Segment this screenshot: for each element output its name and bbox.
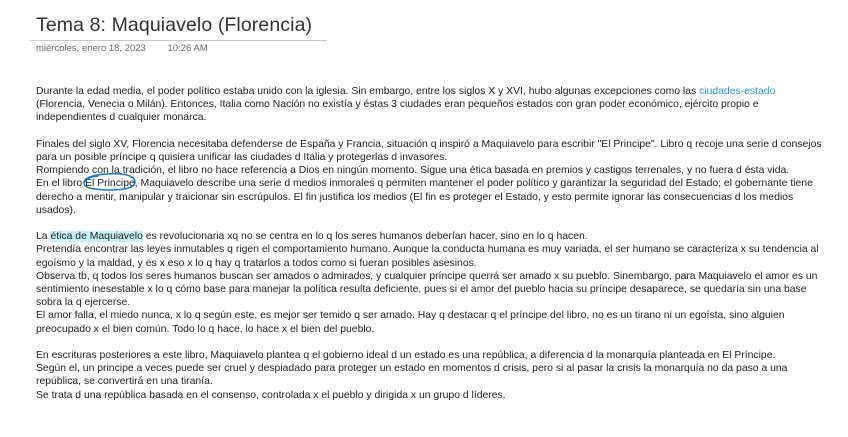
blank-line (36, 336, 826, 349)
text-run: En el libro (36, 178, 86, 190)
page-date: miércoles, enero 18, 2023 (36, 43, 146, 54)
circled-text-label: El Principe, (85, 178, 138, 190)
paragraph: El amor falla, el miedo nunca, x lo q según este, es mejor ser temido q ser amado. Hay q destacar q el príncipe del libro, no es un tirano ni un egoísta, sino alguien preocupado x el bien común. Todo lo q hace, lo hace x el bien del pueblo. (36, 310, 785, 335)
paragraph (36, 230, 826, 243)
text-run: Durante la edad media, el poder político estaba unido con la iglesia. Sin embargo, entre los siglos X y XVI, hubo algunas excepciones como las (36, 86, 700, 97)
page-time: 10:26 AM (167, 43, 208, 54)
blank-line (36, 125, 826, 138)
text-run: La (36, 231, 51, 243)
paragraph (36, 85, 826, 125)
note-content[interactable] (36, 85, 826, 402)
highlighted-text: ética de Maquiavelo (50, 231, 143, 243)
paragraph: Se trata d una república basada en el consenso, controlada x el pueblo y dirigida x un grupo d líderes. (36, 389, 506, 401)
page-meta (36, 43, 208, 54)
text-run: es revolucionaria xq no se centra en lo q los seres humanos deberían hacer, sino en lo q hacen. (142, 231, 588, 243)
paragraph: Pretendía encontrar las leyes inmutables q rigen el comportamiento humano. Aunque la conducta humana es muy variada, el ser humano se caracteriza x su tendencia al egoísmo y la maldad, y es x eso x lo q hay q tratarlos a todos como si fueran posibles asesinos. (36, 244, 819, 269)
ciudades-estado-link[interactable]: ciudades-estado (699, 86, 776, 97)
paragraph: En escrituras posteriores a este libro, Maquiavelo plantea q el gobierno ideal d un estado es una república, a diferencia d la monarquía planteada en El Príncipe. (36, 350, 776, 362)
title-underline (30, 40, 327, 41)
paragraph: Observa tb, q todos los seres humanos buscan ser amados o admirados, y cualquier príncipe querrá ser amado x su pueblo. Sinembargo, para Maquiavelo el amor es un sentimiento inesestable x lo q cómo base para manejar la política resulta deficiente, pues si el amor del pueblo hacia su príncipe desaparece, se quedaría sin una base sobra la q ejercerse. (36, 270, 818, 309)
text-run: (Florencia, Venecia o Milán). Entonces, Italia como Nación no existía y éstas 3 ciudades eran pequeños estados con gran poder económico, ejército propio e independientes d cualquier monarca. (36, 99, 759, 124)
paragraph: Finales del siglo XV, Florencia necesitaba defenderse de España y Francia, situación q inspiró a Maquiavelo para escribir "El Principe". Libro q recoje una serie d consejos para un posible príncipe q quisiera unificar las ciudades d Italia y protegerlas d invasores. (36, 138, 822, 163)
paragraph: Según el, un principe a veces puede ser cruel y despiadado para proteger un estado en momentos d crisis, pero si al pasar la crisis la monarquía no da paso a una república, se convertirá en una tiranía. (36, 363, 788, 388)
paragraph (36, 177, 826, 217)
paragraph: Rompiendo con la tradición, el libro no hace referencia a Dios en ningún momento. Sigue una ética basada en premios y castigos terrenales, y no fuera d ésta vida. (36, 165, 790, 177)
page-title[interactable]: Tema 8: Maquiavelo (Florencia) (36, 14, 313, 36)
circled-text (85, 177, 138, 190)
text-run: Maquiavelo describe una serie d medios inmorales q permiten mantener el poder político y garantizar la seguridad del Estado; el gobernante tiene derecho a mentir, manipular y traicionar sin escrúpulos. El fin justifica los medios (El fin es proteger el Estado, y esto permite ignorar las consecuencias d los medios usados). (36, 178, 813, 216)
blank-line (36, 217, 826, 230)
